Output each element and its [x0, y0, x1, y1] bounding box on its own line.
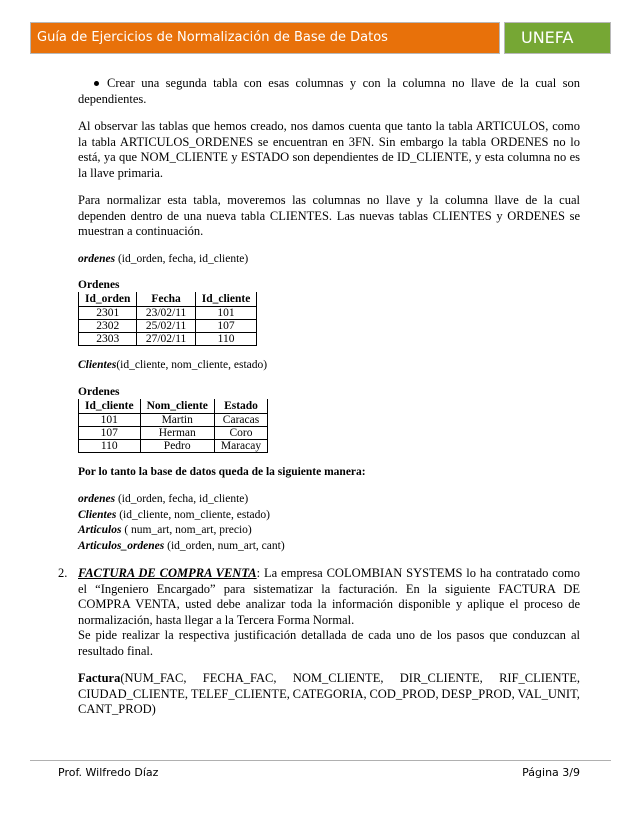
factura-name: Factura: [78, 671, 121, 685]
schema-cols: (id_cliente, nom_cliente, estado): [116, 359, 268, 371]
footer-divider: [30, 760, 611, 761]
factura-first: [78, 671, 186, 687]
cell: 101: [195, 307, 257, 320]
table-row: [79, 439, 268, 452]
col-header: Fecha: [137, 292, 195, 307]
schema-ordenes: [78, 252, 580, 268]
header-title: Guía de Ejercicios de Normalización de Base de Datos: [37, 30, 388, 45]
bullet-text: Crear una segunda tabla con esas columnas y con la columna no llave de la cual son dependientes.: [78, 76, 580, 106]
exercise-2-text: [78, 566, 580, 628]
cell: Martin: [140, 413, 214, 426]
factura-col: (NUM_FAC,: [120, 671, 187, 685]
factura-col: CATEGORIA,: [292, 686, 367, 701]
header-title-bar: [30, 22, 500, 54]
table-row: [79, 426, 268, 439]
factura-col: VAL_UNIT,: [517, 686, 580, 701]
schema-name: Clientes: [78, 359, 117, 371]
factura-col: RIF_CLIENTE,: [499, 671, 580, 685]
cell: Maracay: [214, 439, 267, 452]
factura-line-1: [78, 671, 580, 687]
schema-name: Clientes: [78, 508, 117, 521]
col-header: Nom_cliente: [140, 399, 214, 414]
schema-line: [78, 492, 580, 508]
cell: Coro: [214, 426, 267, 439]
bullet-item: [78, 76, 580, 107]
cell: 25/02/11: [137, 320, 195, 333]
header-brand-box: [504, 22, 611, 54]
table-clientes-block: [78, 386, 580, 453]
cell: 23/02/11: [137, 307, 195, 320]
table-caption: Ordenes: [78, 385, 120, 398]
table-clientes: [78, 399, 268, 453]
table-ordenes-block: [78, 279, 580, 346]
table-row: [79, 333, 257, 346]
cell: 107: [195, 320, 257, 333]
schema-cols: (id_orden, fecha, id_cliente): [115, 252, 249, 265]
exercise-2-text2: Se pide realizar la respectiva justificación detallada de cada uno de los pasos que conduzcan al resultado final.: [78, 628, 580, 658]
col-header: Estado: [214, 399, 267, 414]
cell: 2303: [79, 333, 137, 346]
cell: 107: [79, 426, 141, 439]
final-schema-list: [78, 492, 580, 554]
footer-page-number: Página 3/9: [522, 766, 580, 779]
conclusion-text: Por lo tanto la base de datos queda de la siguiente manera:: [78, 465, 366, 478]
factura-col: COD_PROD,: [369, 686, 439, 701]
factura-col: NOM_CLIENTE,: [292, 671, 384, 685]
schema-cols: (id_cliente, nom_cliente, estado): [116, 508, 270, 521]
factura-col: CIUDAD_CLIENTE,: [78, 686, 189, 701]
schema-clientes: [78, 358, 580, 374]
bullet-icon: [94, 81, 99, 86]
schema-cols: ( num_art, nom_art, precio): [121, 524, 252, 536]
factura-line-2: [78, 687, 580, 703]
exercise-body: : La empresa COLOMBIAN SYSTEMS lo ha contratado como el “Ingeniero Encargado” para sistematizar la facturación. En la siguiente FACTURA DE COMPRA VENTA, usted debe analizar toda la información disponible y aplique el proceso de normalización, hasta llegar a la Tercera Forma Normal.: [78, 566, 581, 627]
factura-schema: [78, 671, 580, 718]
schema-name: Articulos: [78, 524, 122, 536]
paragraph-normalize: Para normalizar esta tabla, moveremos las columnas no llave y la columna llave de la cual dependen dentro de una nueva tabla CLIENTES. Las nuevas tablas CLIENTES y ORDENES se muestran a continuación.: [78, 193, 580, 238]
schema-line: [78, 539, 580, 555]
col-header: Id_cliente: [79, 399, 141, 414]
factura-col: FECHA_FAC,: [202, 671, 277, 685]
exercise-number: 2.: [58, 566, 68, 580]
table-row: [79, 320, 257, 333]
cell: 2302: [79, 320, 137, 333]
page-header: [30, 22, 611, 54]
cell: Caracas: [214, 413, 267, 426]
cell: Herman: [140, 426, 214, 439]
cell: 110: [195, 333, 257, 346]
table-ordenes: [78, 292, 257, 346]
footer-author: Prof. Wilfredo Díaz: [58, 766, 159, 779]
schema-cols: (id_orden, fecha, id_cliente): [115, 493, 249, 505]
schema-cols: (id_orden, num_art, cant): [164, 539, 285, 552]
factura-col: TELEF_CLIENTE,: [190, 686, 290, 701]
factura-col: DESP_PROD,: [441, 686, 515, 701]
paragraph-observation: Al observar las tablas que hemos creado, nos damos cuenta que tanto la tabla ARTICULOS, como la tabla ARTICULOS_ORDENES se encuentran en 3FN. Sin embargo la tabla ORDENES no lo está, ya que NOM_CLIENTE y ESTADO son dependientes de ID_CLIENTE, y esta columna no es la llave primaria.: [78, 119, 580, 180]
schema-name: ordenes: [78, 493, 116, 505]
factura-col: DIR_CLIENTE,: [399, 671, 483, 685]
cell: 110: [79, 439, 141, 452]
table-caption: Ordenes: [78, 279, 120, 291]
col-header: Id_cliente: [195, 292, 257, 307]
schema-line: [78, 508, 580, 524]
cell: Pedro: [140, 439, 214, 452]
cell: 2301: [79, 307, 137, 320]
exercise-2: [78, 566, 580, 718]
cell: 27/02/11: [137, 333, 195, 346]
schema-line: [78, 523, 580, 539]
schema-name: ordenes: [78, 252, 116, 265]
table-row: [79, 413, 268, 426]
col-header: Id_orden: [79, 292, 137, 307]
document-body: [78, 76, 580, 718]
table-row: [79, 307, 257, 320]
cell: 101: [79, 413, 141, 426]
header-brand: UNEFA: [521, 28, 574, 47]
schema-name: Articulos_ordenes: [78, 539, 165, 552]
factura-line-3: CANT_PROD): [78, 702, 156, 716]
exercise-title: FACTURA DE COMPRA VENTA: [78, 566, 257, 580]
